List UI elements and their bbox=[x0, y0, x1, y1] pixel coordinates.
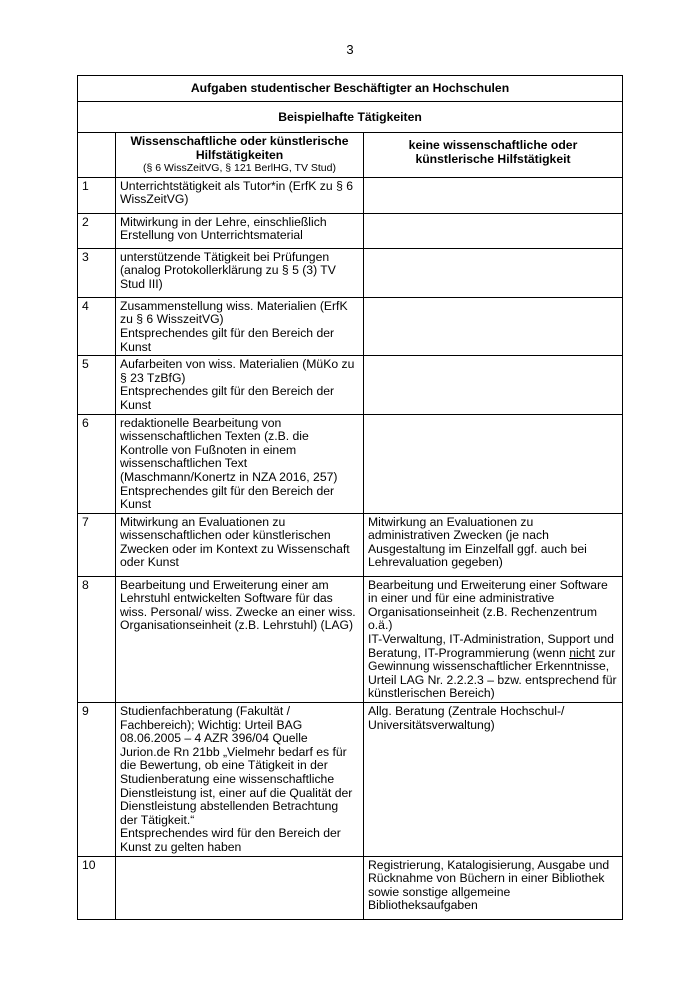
scientific-cell bbox=[116, 856, 364, 919]
table-heading-row bbox=[78, 102, 623, 133]
table-row bbox=[78, 297, 623, 355]
row-number: 1 bbox=[78, 177, 116, 213]
cell-text bbox=[368, 633, 618, 701]
cell-text: Allg. Beratung (Zentrale Hochschul-/ Universitätsverwaltung) bbox=[368, 704, 565, 732]
scientific-cell bbox=[116, 356, 364, 414]
non-scientific-cell bbox=[364, 856, 623, 919]
page-number: 3 bbox=[346, 42, 354, 57]
scientific-column-title: Wissenschaftliche oder künstlerische Hilfstätigkeiten bbox=[130, 134, 349, 162]
cell-text-part: IT-Verwaltung, IT-Administration, Support und Beratung, IT-Programmierung (wenn bbox=[368, 632, 614, 660]
table-row bbox=[78, 177, 623, 213]
non-scientific-cell bbox=[364, 513, 623, 576]
number-column-header bbox=[78, 133, 116, 178]
scientific-cell bbox=[116, 513, 364, 576]
non-scientific-cell bbox=[364, 213, 623, 248]
cell-text: Aufarbeiten von wiss. Materialien (MüKo zu § 23 TzBfG) bbox=[120, 357, 355, 385]
cell-text: Registrierung, Katalogisierung, Ausgabe und Rücknahme von Büchern in einer Bibliothek sowie sonstige allgemeine Bibliotheksaufgaben bbox=[368, 857, 610, 913]
underlined-text: nicht bbox=[569, 645, 595, 660]
cell-text: Entsprechendes wird für den Bereich der Kunst zu gelten haben bbox=[120, 826, 341, 854]
non-scientific-cell bbox=[364, 414, 623, 513]
tasks-table bbox=[77, 75, 623, 920]
table-row bbox=[78, 856, 623, 919]
scientific-cell bbox=[116, 414, 364, 513]
table-row bbox=[78, 513, 623, 576]
table-heading: Beispielhafte Tätigkeiten bbox=[78, 102, 623, 133]
column-header-row bbox=[78, 133, 623, 178]
scientific-column-subtitle: (§ 6 WissZeitVG, § 121 BerlHG, TV Stud) bbox=[143, 162, 336, 175]
cell-text: Bearbeitung und Erweiterung einer Software in einer und für eine administrative Organisationseinheit (z.B. Rechenzentrum o.ä.) bbox=[368, 577, 608, 633]
table-row bbox=[78, 576, 623, 702]
table-row bbox=[78, 414, 623, 513]
cell-text: Mitwirkung an Evaluationen zu wissenschaftlichen oder künstlerischen Zwecken oder im Kontext zu Wissenschaft oder Kunst bbox=[120, 514, 350, 570]
scientific-cell bbox=[116, 248, 364, 297]
table-row bbox=[78, 703, 623, 857]
cell-text: Bearbeitung und Erweiterung einer am Lehrstuhl entwickelten Software für das wiss. Personal/ wiss. Zwecke an einer wiss. Organisationseinheit (z.B. Lehrstuhl) (LAG) bbox=[120, 577, 356, 633]
non-scientific-cell bbox=[364, 177, 623, 213]
scientific-cell bbox=[116, 703, 364, 857]
cell-text-part: zur Gewinnung wissenschaftlicher Erkenntnisse, Urteil LAG Nr. 2.2.2.3 – bzw. entsprechend für künstlerischen Bereich) bbox=[368, 645, 617, 701]
row-number: 10 bbox=[78, 856, 116, 919]
row-number: 2 bbox=[78, 213, 116, 248]
scientific-cell bbox=[116, 576, 364, 702]
cell-text: Studienfachberatung (Fakultät / Fachbereich); Wichtig: Urteil BAG 08.06.2005 – 4 AZR 396/04 Quelle Jurion.de Rn 21bb „Vielmehr bedarf es für die Bewertung, ob eine Tätigkeit in der Studienberatung eine wissenschaftliche Dienstleistung ist, einer auf die Qualität der Dienstleistung abstellenden Betrachtung der Tätigkeit.“ bbox=[120, 704, 353, 827]
scientific-cell bbox=[116, 177, 364, 213]
cell-text: Entsprechendes gilt für den Bereich der Kunst bbox=[120, 325, 335, 354]
cell-text: Entsprechendes gilt für den Bereich der Kunst bbox=[120, 483, 335, 512]
row-number: 7 bbox=[78, 513, 116, 576]
table-row bbox=[78, 356, 623, 414]
non-scientific-cell bbox=[364, 248, 623, 297]
row-number: 9 bbox=[78, 703, 116, 857]
row-number: 4 bbox=[78, 297, 116, 355]
scientific-cell bbox=[116, 297, 364, 355]
non-scientific-column-title: keine wissenschaftliche oder künstlerische Hilfstätigkeit bbox=[408, 138, 578, 166]
cell-text: Zusammenstellung wiss. Materialien (ErfK zu § 6 WisszeitVG) bbox=[120, 298, 348, 327]
table-title: Aufgaben studentischer Beschäftigter an Hochschulen bbox=[78, 76, 623, 102]
row-number: 3 bbox=[78, 248, 116, 297]
cell-text: Mitwirkung in der Lehre, einschließlich Erstellung von Unterrichtsmaterial bbox=[120, 214, 327, 243]
scientific-column-header bbox=[116, 133, 364, 178]
non-scientific-column-header bbox=[364, 133, 623, 178]
non-scientific-cell bbox=[364, 356, 623, 414]
table-title-row bbox=[78, 76, 623, 102]
cell-text: Mitwirkung an Evaluationen zu administrativen Zwecken (je nach Ausgestaltung im Einzelfall ggf. auch bei Lehrevaluation gegeben) bbox=[368, 514, 587, 570]
row-number: 6 bbox=[78, 414, 116, 513]
table-row bbox=[78, 248, 623, 297]
cell-text: unterstützende Tätigkeit bei Prüfungen (analog Protokollerklärung zu § 5 (3) TV Stud III) bbox=[120, 249, 336, 291]
scientific-cell bbox=[116, 213, 364, 248]
non-scientific-cell bbox=[364, 703, 623, 857]
cell-text: Entsprechendes gilt für den Bereich der Kunst bbox=[120, 384, 335, 412]
non-scientific-cell bbox=[364, 297, 623, 355]
cell-text: redaktionelle Bearbeitung von wissenschaftlichen Texten (z.B. die Kontrolle von Fußnoten in einem wissenschaftlichen Text (Maschmann/Konertz in NZA 2016, 257) bbox=[120, 415, 338, 484]
row-number: 8 bbox=[78, 576, 116, 702]
cell-text: Unterrichtstätigkeit als Tutor*in (ErfK zu § 6 WissZeitVG) bbox=[120, 178, 354, 207]
non-scientific-cell bbox=[364, 576, 623, 702]
row-number: 5 bbox=[78, 356, 116, 414]
table-row bbox=[78, 213, 623, 248]
